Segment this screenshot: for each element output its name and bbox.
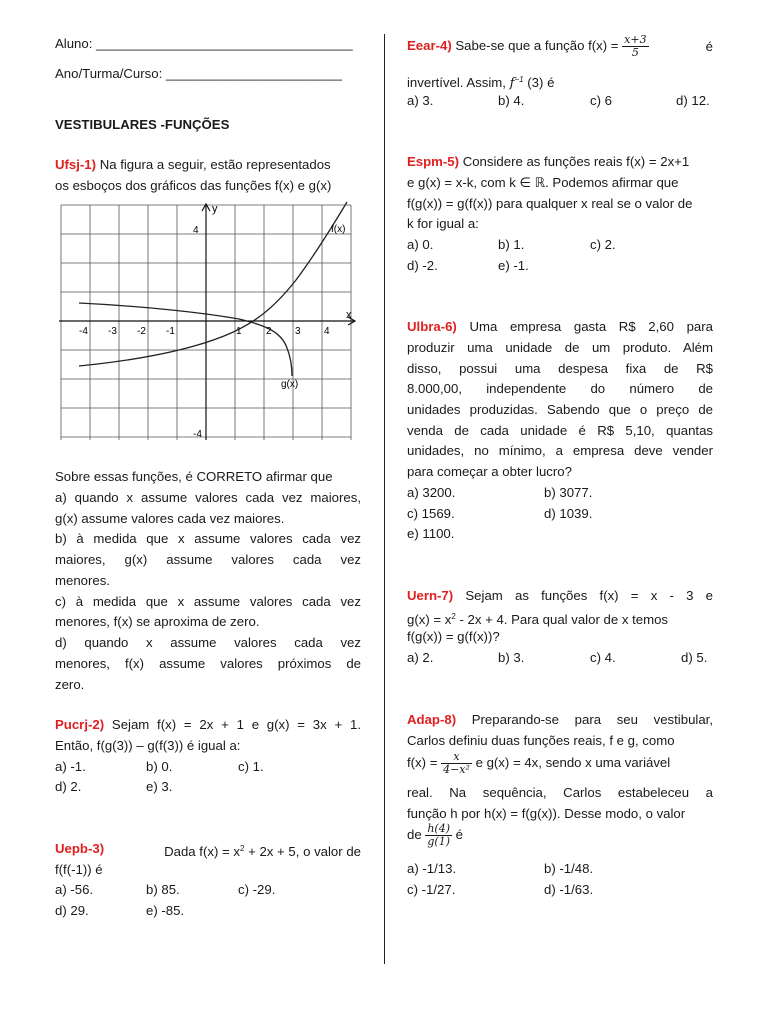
q3-text1a: Dada f(x) = x	[164, 844, 240, 859]
q1-option-d-line2: menores, f(x) assume valores próximos de	[55, 656, 361, 671]
q8-option-b: b) -1/48.	[544, 861, 594, 876]
q6-line5: unidades produzidas. Sabendo que o preço de	[407, 402, 713, 417]
q6-text1: Uma empresa gasta R$ 2,60 para	[456, 319, 713, 334]
q8-option-c: c) -1/27.	[407, 882, 456, 897]
q5-line4: k for igual a:	[407, 216, 479, 231]
x-tick-labels	[79, 326, 330, 337]
q8-tag: Adap-8)	[407, 712, 457, 727]
x-tick: -4	[79, 326, 88, 337]
q6-option-a: a) 3200.	[407, 485, 456, 500]
q5-line1	[407, 154, 689, 170]
q4-text1a: Sabe-se que a função f(x) =	[451, 37, 619, 53]
q7-line2	[407, 609, 668, 628]
x-tick: 1	[236, 326, 242, 337]
x-tick: 3	[295, 326, 301, 337]
q4-text2a: invertível. Assim,	[407, 75, 510, 90]
q3-option-e: e) -85.	[146, 903, 185, 918]
q8-option-a: a) -1/13.	[407, 861, 457, 876]
q6-line7: unidades, no mínimo, a empresa deve vender	[407, 443, 713, 458]
y-axis-label: y	[212, 203, 218, 215]
q8-text3b: e g(x) = 4x, sendo x uma variável	[471, 754, 671, 770]
q4-finv-exp: −1	[514, 75, 524, 84]
q1-option-c-line1: c) à medida que x assume valores cada vez	[55, 594, 361, 609]
graph-axes	[59, 204, 355, 440]
q3-option-a: a) -56.	[55, 882, 94, 897]
q8-line4: real. Na sequência, Carlos estabeleceu a	[407, 785, 713, 800]
q2-text1: Sejam f(x) = 2x + 1 e g(x) = 3x + 1.	[104, 717, 361, 732]
q3-line1	[55, 841, 361, 860]
q6-line6: venda de cada unidade é R$ 5,10, quantas	[407, 423, 713, 438]
q4-tag: Eear-4)	[407, 37, 452, 53]
q7-line1	[407, 588, 713, 604]
q8-line6	[407, 823, 463, 848]
q5-option-d: d) -2.	[407, 258, 438, 273]
q8-option-d: d) -1/63.	[544, 882, 594, 897]
q4-option-d: d) 12.	[676, 93, 710, 108]
q5-tag: Espm-5)	[407, 154, 460, 169]
q3-tag: Uepb-3)	[55, 841, 105, 856]
y-tick-4: 4	[193, 225, 199, 236]
gx-label: g(x)	[281, 379, 299, 390]
x-tick: -1	[166, 326, 175, 337]
q3-exponent: 2	[239, 844, 245, 853]
q4-line1	[407, 34, 713, 59]
q7-line3: f(g(x)) = g(f(x))?	[407, 629, 500, 644]
q8-line1	[407, 712, 713, 728]
q2-option-a: a) -1.	[55, 759, 86, 774]
q4-frac-num: x+3	[624, 33, 647, 46]
q1-option-d-line1: d) quando x assume valores cada vez	[55, 635, 361, 650]
student-name-line: Aluno: ___________________________________	[55, 36, 353, 51]
q7-tag: Uern-7)	[407, 588, 454, 603]
q8-text6b: é	[452, 826, 464, 842]
q4-option-a: a) 3.	[407, 93, 434, 108]
q1-option-b-line2: maiores, g(x) assume valores cada vez	[55, 552, 361, 567]
q3-option-b: b) 85.	[146, 882, 180, 897]
q2-line1	[55, 717, 361, 733]
q6-line8: para começar a obter lucro?	[407, 464, 572, 479]
q5-option-c: c) 2.	[590, 237, 616, 252]
q2-line2: Então, f(g(3)) – g(f(3)) é igual a:	[55, 738, 241, 753]
q8-h-num: h(4)	[427, 822, 451, 835]
q8-h-fraction	[425, 823, 452, 848]
q6-line1	[407, 319, 713, 335]
q1-option-d-line3: zero.	[55, 677, 85, 692]
page-title: VESTIBULARES -FUNÇÕES	[55, 117, 230, 132]
q8-line2: Carlos definiu duas funções reais, f e g, como	[407, 733, 675, 748]
q3-line2: f(f(-1)) é	[55, 862, 103, 877]
q8-f-fraction	[441, 751, 472, 776]
q2-tag: Pucrj-2)	[55, 717, 105, 732]
x-tick: 4	[324, 326, 330, 337]
q8-f-den: 4−x²	[443, 763, 470, 776]
q7-option-b: b) 3.	[498, 650, 525, 665]
q3-option-c: c) -29.	[238, 882, 276, 897]
q5-text1: Considere as funções reais f(x) = 2x+1	[459, 154, 690, 169]
fx-label: f(x)	[331, 224, 346, 235]
q1-option-a-line1: a) quando x assume valores cada vez maiores,	[55, 490, 361, 505]
q2-option-d: d) 2.	[55, 779, 82, 794]
q1-option-b-line3: menores.	[55, 573, 110, 588]
q6-line3: disso, possui uma despesa fixa de R$	[407, 361, 713, 376]
q1-intro-line1	[55, 157, 331, 173]
q7-option-c: c) 4.	[590, 650, 616, 665]
q3-option-d: d) 29.	[55, 903, 89, 918]
q6-option-c: c) 1569.	[407, 506, 455, 521]
q4-text2b: (3) é	[523, 75, 555, 90]
q3-text1	[164, 841, 361, 860]
q7-option-d: d) 5.	[681, 650, 708, 665]
x-tick: 2	[266, 326, 272, 337]
q4-frac-den: 5	[631, 46, 639, 59]
q6-tag: Ulbra-6)	[407, 319, 457, 334]
q3-text1b: + 2x + 5, o valor de	[244, 844, 361, 859]
y-tick-neg4: -4	[193, 429, 202, 440]
q7-exponent: 2	[451, 612, 456, 621]
q7-option-a: a) 2.	[407, 650, 434, 665]
q7-text2b: - 2x + 4. Para qual valor de x temos	[455, 612, 669, 627]
q6-line2: produzir uma unidade de um produto. Além	[407, 340, 713, 355]
q8-text1: Preparando-se para seu vestibular,	[456, 712, 713, 727]
q4-text1	[407, 34, 649, 59]
q1-option-a-line2: g(x) assume valores cada vez maiores.	[55, 511, 285, 526]
q8-text6a: de	[407, 826, 426, 842]
q4-option-c: c) 6	[590, 93, 612, 108]
q4-option-b: b) 4.	[498, 93, 525, 108]
q2-option-e: e) 3.	[146, 779, 173, 794]
x-axis-label: x	[346, 309, 352, 321]
q6-option-e: e) 1100.	[407, 526, 455, 541]
q8-f-num: x	[441, 751, 472, 764]
q4-fraction	[622, 34, 648, 59]
q5-option-e: e) -1.	[498, 258, 529, 273]
q1-stem: Sobre essas funções, é CORRETO afirmar que	[55, 469, 333, 484]
q4-line2	[407, 72, 554, 92]
q7-text2a: g(x) = x	[407, 612, 452, 627]
q5-line3: f(g(x)) = g(f(x)) para qualquer x real se o valor de	[407, 196, 693, 211]
x-tick: -2	[137, 326, 146, 337]
q1-intro-line2: os esboços dos gráficos das funções f(x) e g(x)	[55, 178, 332, 193]
q2-option-c: c) 1.	[238, 759, 264, 774]
column-divider	[384, 34, 385, 964]
q6-option-d: d) 1039.	[544, 506, 593, 521]
q5-option-a: a) 0.	[407, 237, 434, 252]
q7-text1: Sejam as funções f(x) = x - 3 e	[453, 588, 713, 603]
q5-option-b: b) 1.	[498, 237, 525, 252]
q2-option-b: b) 0.	[146, 759, 173, 774]
q8-h-den: g(1)	[427, 835, 450, 848]
q8-line5: função h por h(x) = f(g(x)). Desse modo, o valor	[407, 806, 686, 821]
q4-finv: f	[509, 76, 515, 91]
q5-line2: e g(x) = x-k, com k ∈ ℝ. Podemos afirmar que	[407, 175, 679, 190]
q4-text1-end: é	[705, 38, 713, 54]
class-line: Ano/Turma/Curso: ________________________	[55, 66, 342, 81]
q1-option-b-line1: b) à medida que x assume valores cada vez	[55, 531, 361, 546]
q8-text3a: f(x) =	[407, 754, 442, 770]
x-tick: -3	[108, 326, 117, 337]
q6-option-b: b) 3077.	[544, 485, 593, 500]
q1-intro-text1: Na figura a seguir, estão representados	[96, 157, 331, 172]
q1-function-graph	[59, 200, 359, 442]
gx-curve	[79, 303, 292, 376]
q6-line4: 8.000,00, independente do número de	[407, 381, 713, 396]
q1-option-c-line2: menores, f(x) se aproxima de zero.	[55, 614, 260, 629]
q8-line3	[407, 751, 670, 776]
q1-tag: Ufsj-1)	[55, 157, 97, 172]
